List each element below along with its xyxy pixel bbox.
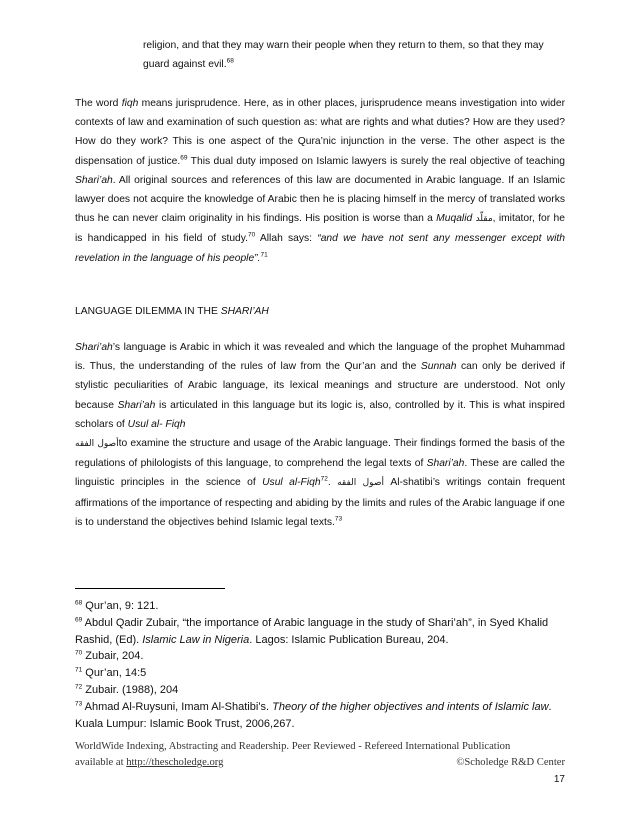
footnote-73: $^{73}$ Ahmad Al-Ruysuni, Imam Al-Shatibi’s. Theory of the higher objectives and intents of Islamic law. Kuala Lumpur: Islamic Book Trust, 2006,267. <box>75 700 552 730</box>
footnote-70: $^{70}$ Zubair, 204. <box>75 649 144 663</box>
footer-link[interactable]: http://thescholedge.org <box>126 757 224 768</box>
footnote-ref-68: 68 <box>226 57 234 65</box>
arabic-usul-1: أصول الفقه <box>75 439 119 450</box>
footnote-separator <box>75 588 225 589</box>
footnote-69: $^{69}$ Abdul Qadir Zubair, “the importance of Arabic language in the study of Shari’ah”, in Syed Khalid Rashid, (Ed). Islamic Law in Nigeria. Lagos: Islamic Publication Bureau, 204. <box>75 616 549 646</box>
footnote-68: $^{68}$ Qur’an, 9: 121. <box>75 599 159 612</box>
section-heading: LANGUAGE DILEMMA IN THE SHARI’AH <box>75 306 269 317</box>
page-number: 17 <box>553 774 565 785</box>
footer-publication: WorldWide Indexing, Abstracting and Readership. Peer Reviewed - Refereed International Publication <box>75 741 511 752</box>
paragraph-fiqh: The word fiqh means jurisprudence. Here, as in other places, jurisprudence means investigation into wider contexts of law and examination of such question as: what are rights and what duties? How are they used? How do they work? This is one aspect of the Qura’nic injunction in the verse. The other aspect is the dispensation of justice.$^{69}$ This dual duty imposed on Islamic lawyers is surely the real objective of teaching Shari’ah. All original sources and references of this law are documented in Arabic language. If an Islamic lawyer does not acquire the knowledge of Arabic then he is placing himself in the mercy of translated works thus he can never claim originality in his findings. His position is worse than a Muqalid مقلّد, imitator, for he is handicapped in his field of study.$^{70}$ Allah says: “and we have not sent any messenger except with revelation in the language of his people”.$^{71}$ <box>75 98 565 264</box>
footnote-72: $^{72}$ Zubair. (1988), 204 <box>75 683 179 696</box>
footnote-71: $^{71}$ Qur’an, 14:5 <box>75 666 147 680</box>
footer-copyright: ©Scholedge R&D Center <box>456 757 565 768</box>
page-footer: WorldWide Indexing, Abstracting and Readership. Peer Reviewed - Refereed International Publication available at http://thescholedge.org ©Scholedge R&D Center <box>75 739 565 771</box>
paragraph-language: Shari’ah’s language is Arabic in which it was revealed and which the language of the prophet Muhammad is. Thus, the understanding of the rules of law from the Qur’an and the Sunnah can only be derived if stylistic peculiarities of Arabic language, its lexical meanings and structure are understood. Not only because Shari’ah is articulated in this language but its logic is, also, controlled by it. This is what inspired scholars of Usul al- Fiqh أصول الفقهto examine the structure and usage of the Arabic language. Their findings formed the basis of the regulations of philologists of this language, to comprehend the legal texts of Shari’ah. These are called the linguistic principles in the science of Usul al-Fiqh أصول الفقه .$^{72}$ Al-shatibi’s writings contain frequent affirmations of the importance of respecting and abiding by the limits and rules of the Arabic language if one is to understand the objectives behind Islamic legal texts.$^{73}$ <box>75 342 565 528</box>
block-quote: religion, and that they may warn their people when they return to them, so that they may guard against evil.$^{68}$ <box>143 40 544 71</box>
arabic-muqallid: مقلّد <box>475 214 493 225</box>
footnotes <box>75 598 570 732</box>
arabic-usul-2: أصول الفقه <box>337 478 384 489</box>
